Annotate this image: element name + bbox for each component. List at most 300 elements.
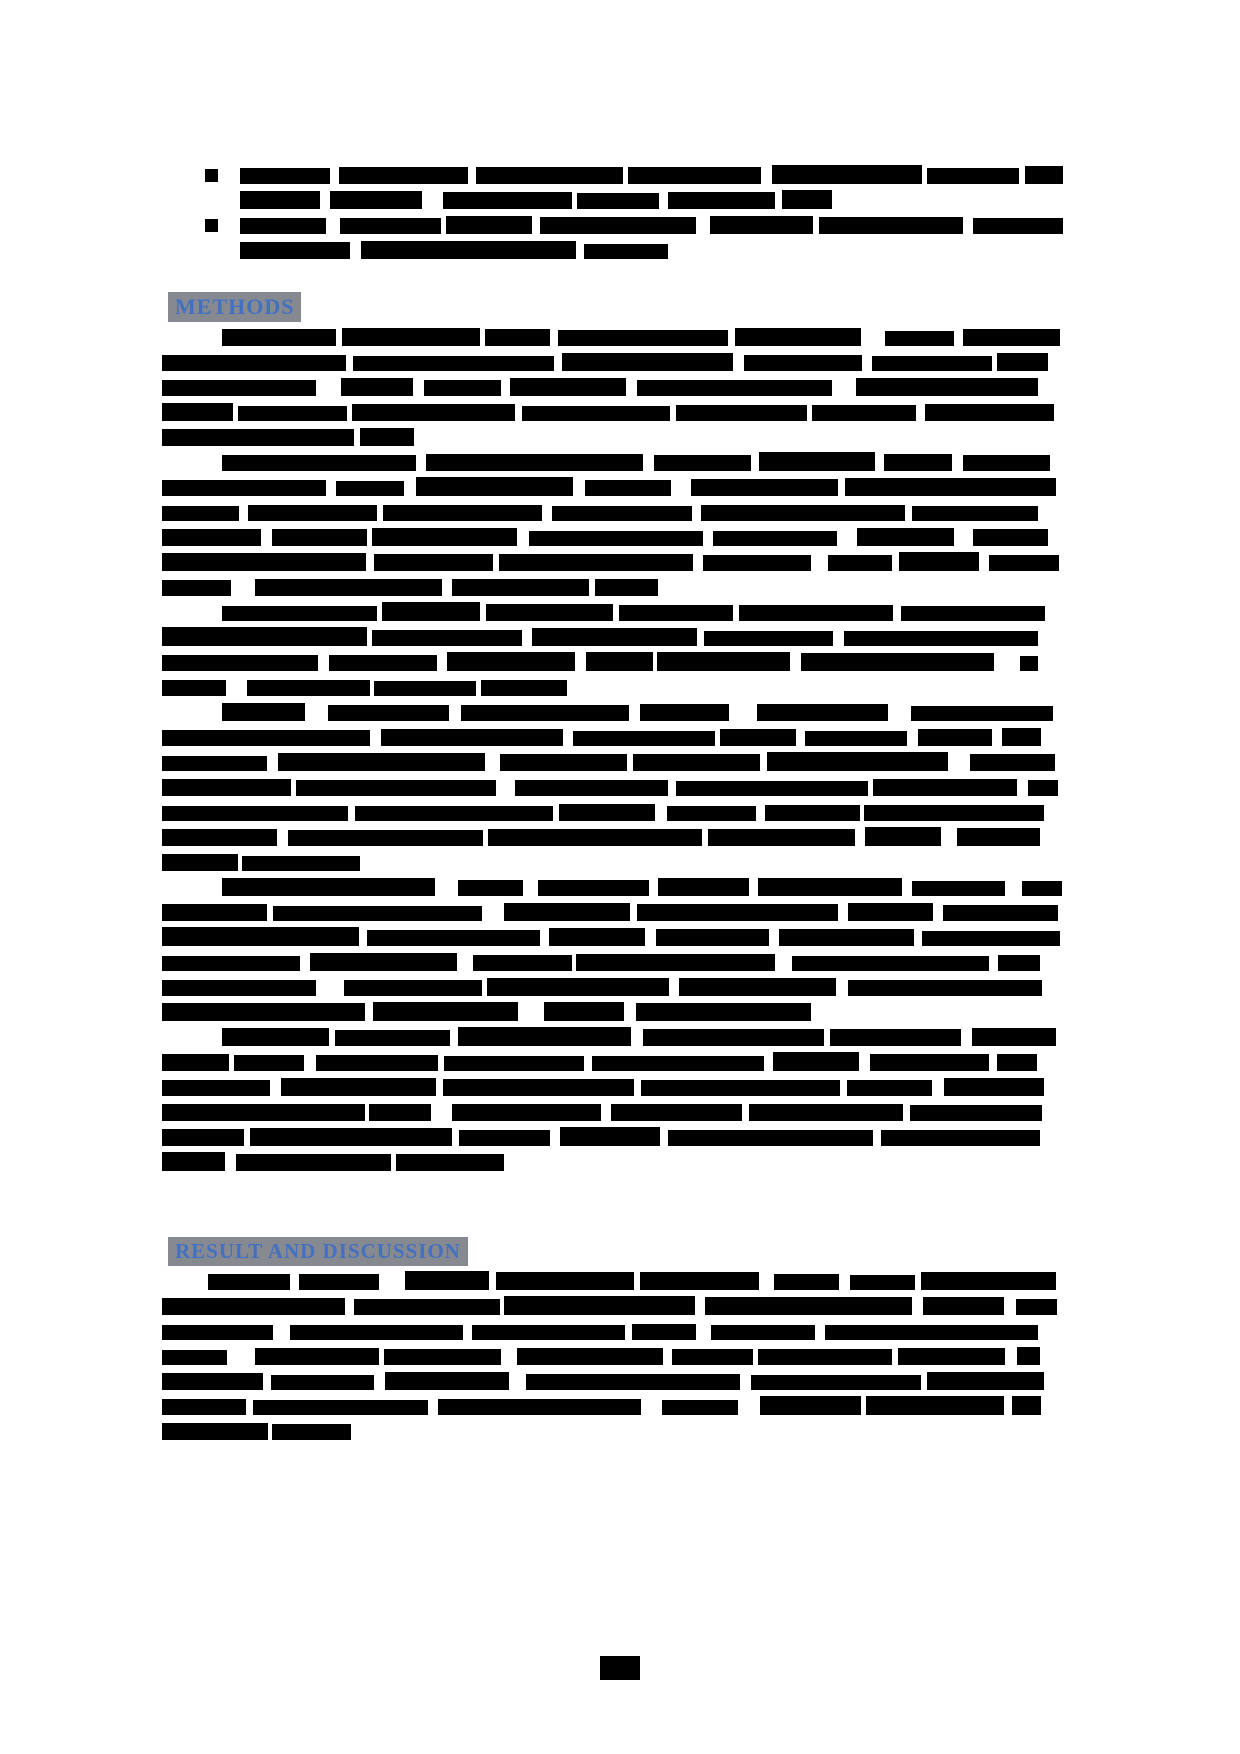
redacted-text-line: [162, 503, 1063, 521]
redacted-text-segment: [532, 628, 697, 646]
redacted-text-segment: [526, 1374, 740, 1390]
redacted-text-line: [162, 1272, 1063, 1290]
redacted-text-segment: [253, 1400, 428, 1415]
redacted-text-segment: [782, 190, 832, 209]
redacted-text-segment: [473, 955, 572, 971]
redacted-text-segment: [487, 978, 669, 996]
redacted-text-line: [240, 241, 1063, 259]
redacted-text-segment: [866, 1396, 1004, 1415]
redacted-text-segment: [944, 1078, 1045, 1096]
redacted-text-segment: [760, 1396, 861, 1415]
redacted-text-segment: [472, 1325, 625, 1340]
redacted-text-segment: [382, 602, 480, 621]
redacted-text-segment: [330, 191, 422, 209]
redacted-text-line: [162, 1397, 1063, 1415]
redacted-text-segment: [381, 729, 563, 746]
redacted-text-line: [162, 603, 1063, 621]
redacted-text-segment: [595, 579, 657, 596]
bullet-list-item: [205, 216, 1063, 266]
redacted-text-segment: [162, 380, 316, 396]
redacted-text-line: [162, 753, 1063, 771]
redacted-text-line: [162, 903, 1063, 921]
redacted-text-segment: [998, 955, 1040, 971]
redacted-text-segment: [912, 881, 1005, 896]
redacted-text-segment: [162, 403, 233, 421]
redacted-text-segment: [844, 631, 1038, 646]
redacted-text-segment: [340, 218, 442, 234]
redacted-text-segment: [901, 606, 1045, 621]
redacted-text-segment: [560, 1127, 659, 1146]
redacted-text-segment: [758, 1349, 892, 1365]
redacted-text-segment: [691, 479, 838, 496]
redacted-text-segment: [830, 1029, 961, 1046]
redacted-text-segment: [310, 953, 457, 971]
redacted-text-segment: [517, 1348, 662, 1365]
redacted-paragraph: [162, 453, 1063, 596]
redacted-text-segment: [162, 756, 267, 772]
redacted-text-segment: [352, 404, 515, 421]
redacted-text-segment: [488, 829, 702, 846]
redacted-text-segment: [443, 1079, 634, 1096]
redacted-text-segment: [540, 217, 696, 234]
redacted-text-segment: [240, 191, 320, 209]
redacted-text-segment: [162, 553, 366, 571]
redacted-text-segment: [499, 554, 693, 571]
bullet-item-redacted-text: [240, 166, 1063, 216]
redacted-text-segment: [636, 1003, 811, 1021]
redacted-text-segment: [529, 531, 703, 546]
redacted-text-segment: [767, 752, 948, 771]
redacted-text-segment: [328, 705, 449, 722]
redacted-text-segment: [848, 903, 933, 921]
redacted-text-segment: [162, 779, 291, 796]
redacted-text-line: [162, 328, 1063, 346]
redacted-text-segment: [405, 1271, 489, 1290]
redacted-text-segment: [438, 1399, 640, 1416]
redacted-text-segment: [383, 505, 542, 521]
redacted-text-segment: [485, 329, 550, 346]
redacted-text-segment: [329, 655, 437, 671]
redacted-text-segment: [373, 1002, 518, 1021]
redacted-text-segment: [278, 753, 485, 771]
redacted-text-line: [162, 1322, 1063, 1340]
redacted-text-segment: [162, 980, 316, 996]
redacted-text-segment: [633, 754, 759, 771]
redacted-text-segment: [242, 856, 360, 871]
redacted-text-line: [162, 1078, 1063, 1096]
redacted-text-segment: [870, 1054, 989, 1071]
redacted-text-segment: [864, 805, 1044, 821]
redacted-text-segment: [628, 167, 761, 184]
redacted-text-segment: [779, 929, 915, 946]
redacted-text-segment: [162, 854, 238, 871]
redacted-text-line: [162, 478, 1063, 496]
redacted-text-segment: [452, 1104, 601, 1121]
redacted-text-segment: [1022, 881, 1062, 896]
redacted-text-segment: [271, 1375, 374, 1390]
redacted-text-segment: [162, 1129, 244, 1146]
redacted-text-segment: [538, 880, 649, 896]
redacted-text-segment: [713, 531, 837, 547]
redacted-text-segment: [619, 605, 734, 621]
redacted-text-line: [162, 853, 1063, 871]
redacted-text-segment: [848, 980, 1041, 996]
redacted-text-segment: [248, 505, 377, 521]
redacted-text-segment: [668, 192, 775, 209]
redacted-text-segment: [162, 927, 359, 946]
redacted-text-line: [240, 216, 1063, 234]
redacted-text-segment: [162, 1298, 345, 1315]
redacted-text-segment: [774, 1274, 839, 1290]
redacted-text-segment: [559, 804, 655, 821]
redacted-text-segment: [884, 454, 952, 471]
redacted-text-segment: [222, 455, 416, 471]
redacted-text-segment: [812, 405, 916, 421]
redacted-text-segment: [374, 554, 494, 571]
square-bullet-icon: [205, 169, 218, 182]
redacted-text-segment: [885, 331, 954, 346]
redacted-text-segment: [989, 555, 1059, 571]
redacted-text-segment: [562, 353, 733, 372]
redacted-text-segment: [577, 193, 660, 209]
square-bullet-icon: [205, 219, 218, 232]
redacted-text-segment: [923, 1297, 1005, 1315]
redacted-text-segment: [1002, 728, 1041, 746]
redacted-text-segment: [773, 1052, 859, 1071]
redacted-text-segment: [374, 681, 476, 696]
redacted-text-segment: [208, 1274, 290, 1290]
redacted-text-segment: [255, 579, 443, 596]
redacted-text-segment: [222, 606, 377, 621]
redacted-text-segment: [355, 806, 552, 821]
redacted-text-segment: [1025, 166, 1063, 184]
redacted-text-line: [162, 803, 1063, 821]
redacted-paragraph: [162, 328, 1063, 446]
redacted-text-segment: [881, 1130, 1040, 1146]
redacted-text-segment: [637, 904, 837, 921]
redacted-text-segment: [162, 1325, 273, 1340]
redacted-text-segment: [708, 829, 855, 846]
redacted-text-segment: [872, 356, 991, 371]
redacted-text-segment: [873, 779, 1017, 796]
redacted-text-segment: [549, 928, 645, 946]
redacted-text-segment: [384, 1349, 501, 1365]
redacted-text-segment: [222, 878, 435, 896]
redacted-text-segment: [162, 1003, 365, 1021]
redacted-text-segment: [444, 1056, 584, 1071]
results-body: [162, 1272, 1063, 1440]
redacted-text-segment: [238, 406, 347, 421]
redacted-text-segment: [957, 828, 1039, 846]
redacted-text-segment: [701, 505, 905, 521]
redacted-text-segment: [1028, 780, 1059, 796]
redacted-text-segment: [856, 378, 1038, 396]
bullet-list-item: [205, 166, 1063, 216]
redacted-text-line: [162, 653, 1063, 671]
redacted-text-segment: [997, 1054, 1037, 1071]
redacted-text-line: [162, 928, 1063, 946]
redacted-text-line: [162, 978, 1063, 996]
redacted-text-segment: [162, 1152, 225, 1171]
redacted-text-segment: [162, 355, 346, 371]
redacted-text-segment: [234, 1055, 304, 1071]
redacted-text-segment: [641, 1080, 839, 1096]
redacted-text-line: [162, 353, 1063, 371]
redacted-text-segment: [385, 1372, 509, 1390]
redacted-text-segment: [632, 1324, 696, 1340]
redacted-text-segment: [339, 167, 468, 184]
redacted-text-segment: [973, 218, 1063, 234]
methods-body: [162, 328, 1063, 1171]
redacted-text-segment: [927, 1372, 1044, 1391]
redacted-text-segment: [443, 192, 573, 209]
redacted-text-segment: [162, 1054, 229, 1071]
redacted-text-line: [162, 828, 1063, 846]
redacted-text-segment: [162, 506, 239, 521]
redacted-text-segment: [162, 1399, 246, 1415]
redacted-text-segment: [857, 528, 954, 546]
redacted-text-segment: [353, 356, 554, 371]
redacted-text-segment: [447, 652, 575, 671]
redacted-text-line: [162, 1422, 1063, 1440]
redacted-text-segment: [758, 878, 902, 896]
redacted-text-segment: [573, 731, 715, 747]
redacted-text-segment: [759, 452, 874, 471]
redacted-text-segment: [963, 455, 1050, 471]
redacted-text-segment: [667, 806, 756, 821]
redacted-text-line: [162, 1128, 1063, 1146]
redacted-text-segment: [446, 216, 531, 234]
methods-heading: METHODS: [168, 292, 301, 322]
redacted-text-segment: [997, 353, 1049, 371]
redacted-paragraph: [162, 1028, 1063, 1171]
redacted-text-segment: [255, 1348, 380, 1365]
redacted-text-segment: [668, 1130, 873, 1147]
redacted-text-segment: [500, 754, 627, 771]
redacted-text-segment: [611, 1104, 743, 1122]
redacted-text-segment: [222, 329, 336, 346]
redacted-text-segment: [845, 478, 1056, 496]
redacted-text-segment: [654, 455, 752, 471]
redacted-text-line: [162, 428, 1063, 446]
redacted-text-segment: [273, 906, 482, 921]
redacted-text-segment: [1020, 656, 1038, 672]
redacted-text-segment: [162, 730, 370, 746]
redacted-text-line: [162, 628, 1063, 646]
redacted-text-segment: [416, 477, 573, 496]
redacted-text-segment: [240, 242, 350, 259]
redacted-text-line: [162, 403, 1063, 421]
redacted-text-segment: [705, 1297, 912, 1315]
redacted-text-segment: [240, 168, 330, 184]
redacted-text-segment: [922, 931, 1060, 946]
redacted-text-segment: [921, 1272, 1055, 1290]
redacted-text-segment: [656, 929, 769, 946]
redacted-text-segment: [1016, 1299, 1057, 1315]
redacted-text-segment: [162, 627, 367, 646]
redacted-text-segment: [911, 706, 1052, 721]
redacted-text-segment: [162, 1080, 270, 1097]
redacted-text-segment: [972, 1028, 1057, 1046]
redacted-text-segment: [162, 655, 318, 672]
redacted-text-segment: [162, 680, 226, 696]
redacted-text-segment: [354, 1299, 500, 1315]
redacted-text-segment: [676, 405, 808, 421]
redacted-text-segment: [703, 555, 811, 571]
redacted-text-segment: [272, 529, 367, 546]
redacted-text-segment: [558, 330, 728, 346]
redacted-text-segment: [299, 1274, 379, 1290]
redacted-text-line: [162, 553, 1063, 571]
redacted-text-segment: [288, 830, 483, 846]
redacted-text-segment: [281, 1078, 435, 1096]
redacted-paragraph: [162, 703, 1063, 871]
redacted-text-segment: [899, 552, 979, 571]
redacted-paragraph: [162, 1272, 1063, 1440]
redacted-text-segment: [162, 904, 267, 921]
redacted-text-line: [162, 1028, 1063, 1046]
redacted-text-line: [162, 953, 1063, 971]
results-heading: RESULT AND DISCUSSION: [168, 1237, 468, 1266]
redacted-text-segment: [461, 705, 630, 721]
redacted-text-segment: [710, 216, 812, 234]
redacted-text-segment: [458, 880, 523, 896]
redacted-text-segment: [250, 1128, 452, 1146]
redacted-text-segment: [162, 480, 326, 497]
redacted-text-line: [162, 578, 1063, 596]
redacted-text-segment: [336, 481, 404, 496]
redacted-text-segment: [162, 956, 300, 971]
redacted-paragraph: [162, 603, 1063, 696]
redacted-text-segment: [657, 652, 790, 671]
redacted-text-segment: [481, 680, 568, 696]
redacted-text-segment: [162, 1350, 227, 1365]
redacted-text-segment: [342, 328, 481, 346]
redacted-text-segment: [426, 454, 643, 472]
redacted-text-line: [162, 1053, 1063, 1071]
redacted-text-segment: [247, 680, 370, 696]
redacted-text-segment: [912, 506, 1038, 522]
redacted-text-segment: [222, 1028, 329, 1046]
redacted-text-segment: [585, 480, 671, 496]
redacted-text-segment: [927, 168, 1019, 184]
redacted-text-segment: [344, 980, 482, 996]
redacted-text-segment: [805, 731, 907, 746]
redacted-text-segment: [372, 528, 517, 546]
redacted-text-segment: [162, 580, 231, 596]
redacted-text-segment: [943, 905, 1058, 921]
redacted-text-segment: [522, 406, 670, 421]
redacted-text-segment: [640, 1272, 758, 1290]
redacted-text-line: [162, 528, 1063, 546]
redacted-text-segment: [792, 956, 989, 971]
redacted-text-segment: [963, 329, 1060, 346]
redacted-text-segment: [290, 1325, 462, 1340]
redacted-text-segment: [369, 1104, 431, 1121]
redacted-text-line: [162, 678, 1063, 696]
redacted-text-line: [162, 1103, 1063, 1121]
redacted-text-segment: [751, 1375, 921, 1390]
redacted-text-segment: [296, 780, 495, 796]
redacted-text-segment: [360, 428, 414, 446]
redacted-text-segment: [662, 1400, 738, 1415]
redacted-text-segment: [910, 1105, 1042, 1121]
redacted-text-segment: [222, 703, 305, 721]
redacted-text-segment: [552, 506, 693, 521]
redacted-text-segment: [658, 878, 749, 896]
redacted-text-segment: [162, 829, 277, 846]
bullet-item-redacted-text: [240, 216, 1063, 266]
redacted-text-segment: [486, 604, 613, 621]
redacted-text-segment: [335, 1030, 450, 1046]
redacted-text-segment: [504, 903, 630, 921]
bullet-list: [162, 166, 1063, 266]
redacted-text-segment: [458, 1027, 632, 1046]
redacted-text-segment: [739, 605, 893, 621]
redacted-text-segment: [240, 218, 326, 234]
page-number-redacted: [600, 1656, 640, 1680]
redacted-text-segment: [396, 1154, 505, 1172]
redacted-text-segment: [973, 529, 1048, 546]
redacted-text-line: [162, 1003, 1063, 1021]
redacted-text-segment: [720, 729, 796, 747]
redacted-text-segment: [847, 1080, 932, 1096]
redacted-text-segment: [744, 355, 862, 372]
redacted-text-segment: [676, 781, 868, 796]
redacted-text-segment: [504, 1296, 695, 1315]
redacted-text-line: [162, 728, 1063, 746]
redacted-text-segment: [735, 328, 861, 346]
redacted-text-segment: [367, 930, 540, 946]
redacted-text-segment: [898, 1348, 1004, 1365]
redacted-text-segment: [162, 806, 348, 821]
redacted-text-line: [162, 1347, 1063, 1365]
redacted-text-segment: [828, 555, 892, 572]
redacted-text-segment: [672, 1349, 754, 1365]
redacted-text-segment: [496, 1272, 634, 1290]
redacted-text-segment: [704, 631, 834, 646]
redacted-text-line: [162, 1372, 1063, 1390]
redacted-text-segment: [765, 805, 859, 821]
redacted-text-segment: [236, 1154, 391, 1171]
redacted-text-segment: [272, 1424, 351, 1440]
redacted-text-segment: [162, 429, 354, 446]
redacted-text-segment: [637, 380, 832, 396]
redacted-text-segment: [1017, 1347, 1040, 1365]
redacted-text-segment: [162, 1104, 365, 1121]
redacted-text-segment: [643, 1029, 823, 1046]
redacted-text-segment: [819, 217, 963, 234]
redacted-text-line: [162, 1297, 1063, 1315]
redacted-text-segment: [584, 244, 668, 259]
redacted-text-segment: [1012, 1396, 1041, 1415]
redacted-text-segment: [918, 729, 992, 746]
redacted-text-line: [240, 191, 1063, 209]
redacted-text-segment: [162, 529, 261, 546]
redacted-text-line: [240, 166, 1063, 184]
redacted-text-segment: [586, 652, 652, 671]
redacted-text-segment: [162, 1373, 263, 1390]
redacted-text-segment: [865, 827, 941, 846]
redacted-text-segment: [749, 1104, 903, 1121]
redacted-text-segment: [372, 630, 522, 646]
redacted-text-line: [162, 778, 1063, 796]
redacted-text-segment: [576, 954, 774, 971]
redacted-text-segment: [679, 978, 837, 996]
redacted-text-segment: [711, 1325, 815, 1341]
redacted-text-segment: [801, 653, 994, 671]
redacted-text-segment: [592, 1056, 764, 1071]
